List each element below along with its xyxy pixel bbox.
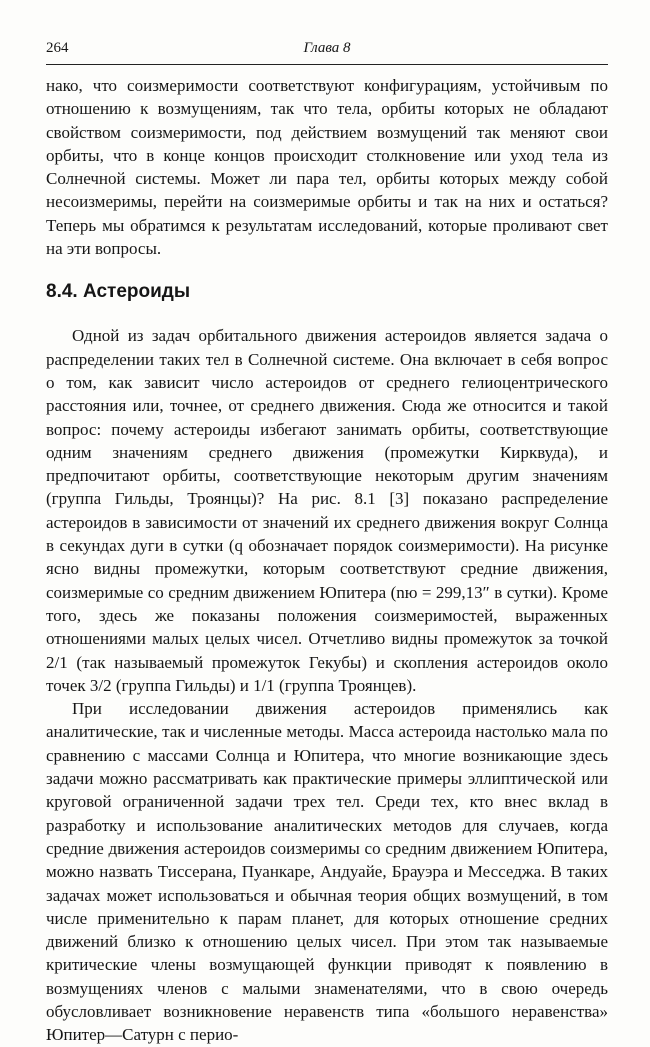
page-number: 264	[46, 40, 69, 56]
paragraph-1: Одной из задач орбитального движения астероидов является задача о распределении таких тел в Солнечной системе. Она включает в себя вопрос о том, как зависит число астероидов от среднего гелиоцентрического расстояния или, точнее, от среднего движения. Сюда же относится и такой вопрос: почему астероиды избегают занимать орбиты, соответствующие одним значениям среднего движения (промежутки Кирквуда), и предпочитают орбиты, соответствующие некоторым другим значениям (группа Гильды, Троянцы)? На рис. 8.1 [3] показано распределение астероидов в зависимости от значений их среднего движения вокруг Солнца в секундах дуги в сутки (q обозначает порядок соизмеримости). На рисунке ясно видны промежутки, которым соответствуют средние движения, соизмеримые со средним движением Юпитера (nю = 299,13″ в сутки). Кроме того, здесь же показаны положения соизмеримостей, выраженных отношениями малых целых чисел. Отчетливо видны промежуток за точкой 2/1 (так называемый промежуток Гекубы) и скопления астероидов около точек 3/2 (группа Гильды) и 1/1 (группа Троянцев).	[46, 326, 608, 695]
section-heading: 8.4. Астероиды	[46, 281, 191, 303]
chapter-title: Глава 8	[303, 40, 351, 56]
book-page	[46, 38, 608, 1047]
continued-paragraph: нако, что соизмеримости соответствуют конфигурациям, устойчивым по отношению к возмущениям, так что тела, орбиты которых не обладают свойством соизмеримости, под действием возмущений так меняют свои орбиты, что в конце концов происходит столкновение или уход тела из Солнечной системы. Может ли пара тел, орбиты которых между собой несоизмеримы, перейти на соизмеримые орбиты и так на них и остаться? Теперь мы обратимся к результатам исследований, которые проливают свет на эти вопросы.	[46, 76, 608, 259]
paragraph-2: При исследовании движения астероидов применялись как аналитические, так и численные методы. Масса астероида настолько мала по сравнению с массами Солнца и Юпитера, что многие возникающие здесь задачи можно рассматривать как практические примеры эллиптической или круговой ограниченной задачи трех тел. Среди тех, кто внес вклад в разработку и использование аналитических методов для случаев, когда средние движения астероидов соизмеримы со средним движением Юпитера, можно назвать Тиссерана, Пуанкаре, Андуайе, Брауэра и Месседжа. В таких задачах может использоваться и обычная теория общих возмущений, в том числе применительно к парам планет, для которых отношение средних движений близко к отношению целых чисел. При этом так называемые критические члены возмущающей функции приводят к появлению в возмущениях членов с малыми знаменателями, что в свою очередь обусловливает возникновение неравенств типа «большого неравенства» Юпитер—Сатурн с перио-	[46, 699, 608, 1045]
running-head	[46, 38, 608, 60]
header-rule	[46, 64, 608, 65]
